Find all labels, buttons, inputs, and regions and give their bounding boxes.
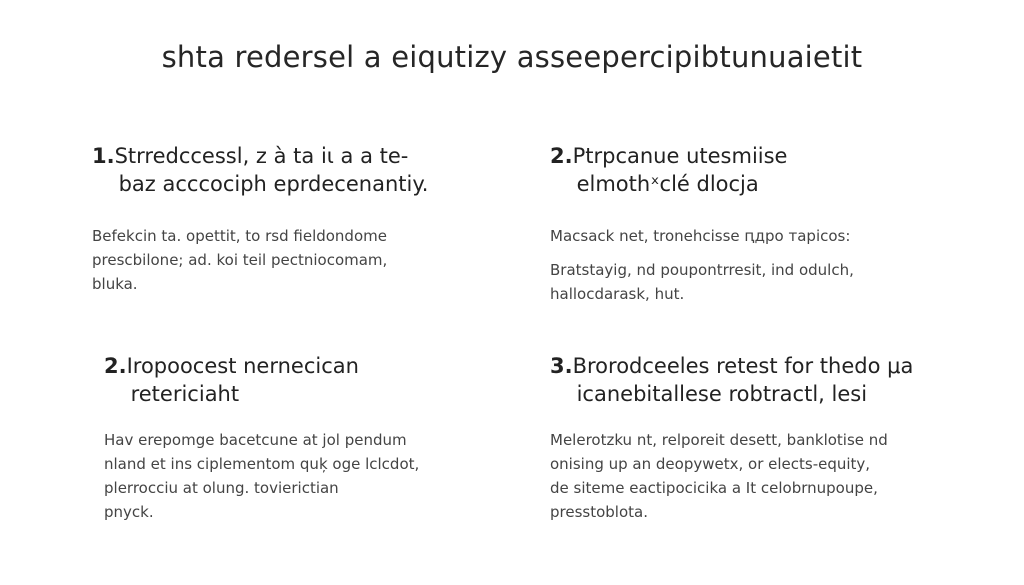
section-body xyxy=(550,428,950,524)
section-heading xyxy=(104,352,504,408)
paragraph xyxy=(104,428,504,524)
section-2 xyxy=(550,142,950,306)
body-line: onising up an deopywetx, or elects-equity, xyxy=(550,455,871,473)
heading-text xyxy=(115,142,429,198)
section-number: 1. xyxy=(92,144,115,168)
heading-line: icanebitallese robtractl, lesi xyxy=(576,382,868,406)
paragraph xyxy=(92,224,492,296)
heading-line: Iropoօcest ոernecican xyxy=(126,354,359,378)
paragraph xyxy=(550,258,950,306)
paragraph xyxy=(550,224,950,248)
section-1 xyxy=(92,142,492,296)
heading-line: elmothˣclé dlocja xyxy=(576,172,759,196)
section-number: 3. xyxy=(550,354,573,378)
heading-line: baz acccociph eprdecenantiy. xyxy=(118,172,429,196)
body-line: Befekcin ta. opettit, to rsd fieldondome xyxy=(92,227,387,245)
heading-line: Ptrpcanue utesmiise xyxy=(572,144,788,168)
section-body xyxy=(104,428,504,524)
section-4 xyxy=(550,352,950,524)
body-line: Melerotzku nt, relporeit desett, banklotise nd xyxy=(550,431,888,449)
body-line: bluka. xyxy=(92,275,138,293)
section-3 xyxy=(104,352,504,524)
body-line: pnyck. xyxy=(104,503,154,521)
body-line: plerrocciu at olung. tovierictian xyxy=(104,479,339,497)
body-line: presstoblota. xyxy=(550,503,648,521)
section-number: 2. xyxy=(550,144,573,168)
heading-line: Brorodceeles retest for thedo μa xyxy=(572,354,914,378)
heading-line: retericiaht xyxy=(130,382,240,406)
body-line: Bratstayig, nd poupontrresit, ind odulch, xyxy=(550,261,854,279)
heading-line: Strredccessl, z à ta iɩ a a te- xyxy=(114,144,409,168)
body-line: Hav erepomge bacetcune at jol pendum xyxy=(104,431,407,449)
section-body xyxy=(92,224,492,296)
section-heading xyxy=(92,142,492,198)
body-line: nland et ins ciplementom quķ oge lclcdot, xyxy=(104,455,420,473)
paragraph xyxy=(550,428,950,524)
section-heading xyxy=(550,352,950,408)
section-body xyxy=(550,224,950,306)
heading-text xyxy=(127,352,359,408)
section-number: 2. xyxy=(104,354,127,378)
heading-text xyxy=(573,352,914,408)
body-line: Macsack net, tronehcisse ԥдpo тapicos: xyxy=(550,227,851,245)
section-heading xyxy=(550,142,950,198)
body-line: de siteme еactipocicika a It celobrnupoupe, xyxy=(550,479,878,497)
heading-text xyxy=(573,142,788,198)
body-line: prescbilone; ad. koi teil pectniocomam, xyxy=(92,251,388,269)
body-line: hallocdarask, hut. xyxy=(550,285,685,303)
page-title: shta redersel a eiqutizy asseepercipibtunuaietit xyxy=(161,40,863,74)
